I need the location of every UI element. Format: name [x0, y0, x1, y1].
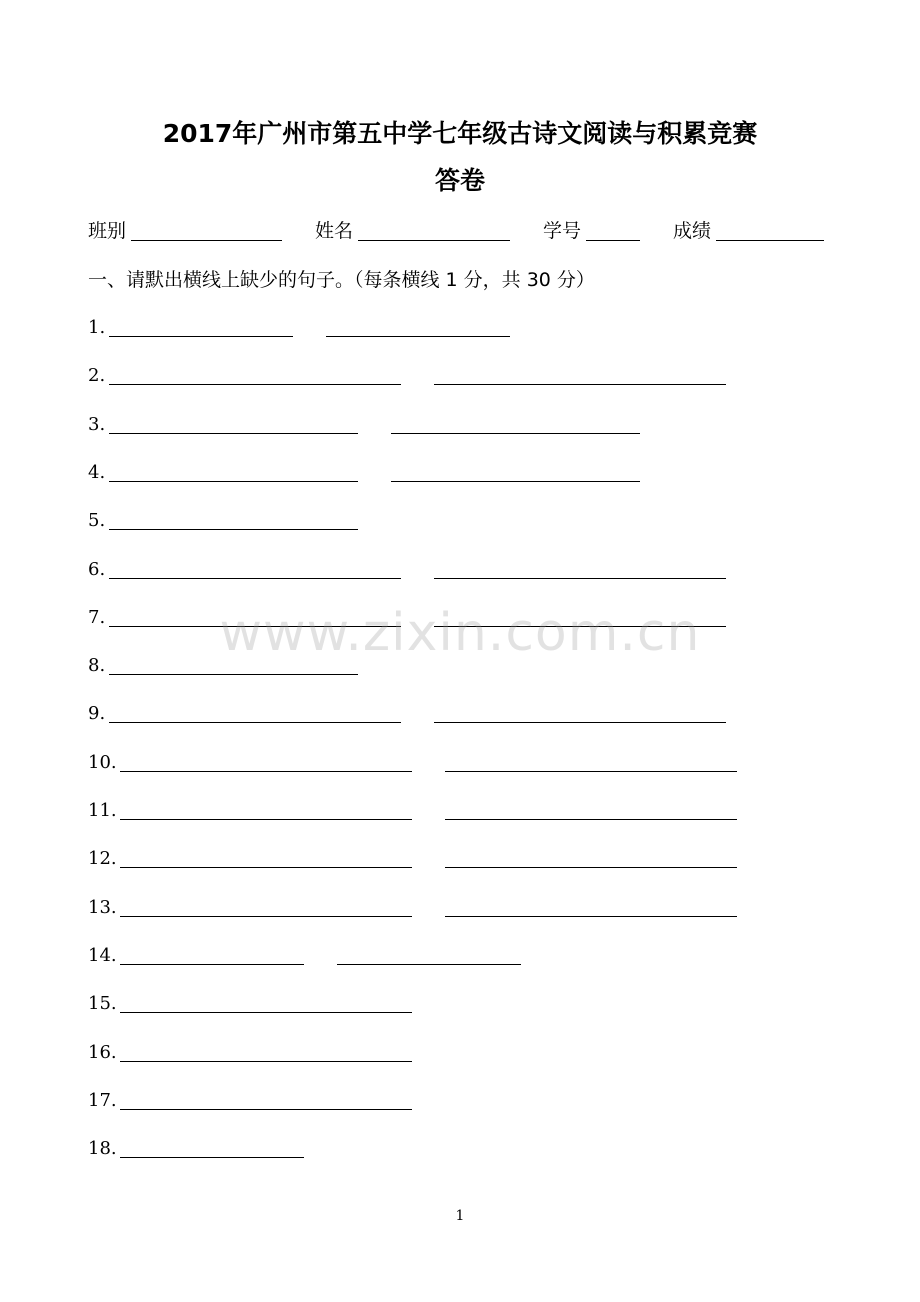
question-number: 2.	[88, 365, 106, 386]
answer-blank[interactable]	[120, 916, 412, 917]
document-title: 2017年广州市第五中学七年级古诗文阅读与积累竞赛	[162, 119, 758, 148]
answer-blank[interactable]	[445, 916, 737, 917]
question-row	[88, 989, 828, 1019]
answer-blank[interactable]	[445, 867, 737, 868]
question-row	[88, 844, 828, 874]
document-subtitle: 答卷	[434, 166, 485, 195]
question-number: 12.	[88, 848, 117, 869]
question-row	[88, 893, 828, 923]
question-number: 14.	[88, 945, 117, 966]
question-number: 10.	[88, 752, 117, 773]
student-id-field[interactable]	[586, 240, 640, 241]
answer-blank[interactable]	[445, 771, 737, 772]
answer-blank[interactable]	[120, 819, 412, 820]
page-number: 1	[455, 1208, 465, 1224]
answer-blank[interactable]	[434, 626, 726, 627]
question-row	[88, 1086, 828, 1116]
class-field[interactable]	[131, 240, 282, 241]
answer-blank[interactable]	[109, 578, 401, 579]
score-field[interactable]	[716, 240, 824, 241]
question-row	[88, 603, 828, 633]
answer-blank[interactable]	[391, 481, 640, 482]
answer-blank[interactable]	[120, 867, 412, 868]
question-number: 15.	[88, 993, 117, 1014]
answer-blank[interactable]	[445, 819, 737, 820]
answer-blank[interactable]	[337, 964, 521, 965]
question-number: 5.	[88, 510, 106, 531]
question-row	[88, 555, 828, 585]
answer-blank[interactable]	[109, 529, 358, 530]
question-number: 4.	[88, 462, 106, 483]
question-number: 17.	[88, 1090, 117, 1111]
question-row	[88, 506, 828, 536]
question-row	[88, 1134, 828, 1164]
question-number: 3.	[88, 414, 106, 435]
question-row	[88, 458, 828, 488]
class-label: 班别	[88, 220, 127, 242]
student-info-row	[0, 216, 920, 246]
answer-blank[interactable]	[109, 626, 401, 627]
question-number: 6.	[88, 559, 106, 580]
answer-blank[interactable]	[391, 433, 640, 434]
answer-blank[interactable]	[434, 578, 726, 579]
question-row	[88, 796, 828, 826]
question-row	[88, 748, 828, 778]
question-row	[88, 313, 828, 343]
answer-blank[interactable]	[109, 674, 358, 675]
answer-blank[interactable]	[434, 722, 726, 723]
answer-blank[interactable]	[120, 771, 412, 772]
question-number: 16.	[88, 1042, 117, 1063]
name-field[interactable]	[358, 240, 510, 241]
question-number: 11.	[88, 800, 117, 821]
question-row	[88, 699, 828, 729]
question-number: 8.	[88, 655, 106, 676]
section-heading: 一、请默出横线上缺少的句子。（每条横线 1 分，共 30 分）	[88, 269, 595, 291]
question-number: 7.	[88, 607, 106, 628]
question-row	[88, 361, 828, 391]
answer-blank[interactable]	[109, 481, 358, 482]
answer-blank[interactable]	[120, 1157, 304, 1158]
score-label: 成绩	[673, 220, 712, 242]
question-number: 13.	[88, 897, 117, 918]
answer-blank[interactable]	[109, 433, 358, 434]
answer-blank[interactable]	[120, 1012, 412, 1013]
question-number: 9.	[88, 703, 106, 724]
answer-blank[interactable]	[109, 384, 401, 385]
question-row	[88, 651, 828, 681]
question-row	[88, 1038, 828, 1068]
answer-blank[interactable]	[120, 1109, 412, 1110]
name-label: 姓名	[315, 220, 354, 242]
answer-blank[interactable]	[326, 336, 510, 337]
answer-blank[interactable]	[120, 1061, 412, 1062]
question-number: 18.	[88, 1138, 117, 1159]
question-row	[88, 410, 828, 440]
answer-blank[interactable]	[434, 384, 726, 385]
question-number: 1.	[88, 317, 106, 338]
answer-blank[interactable]	[109, 336, 293, 337]
question-row	[88, 941, 828, 971]
answer-blank[interactable]	[120, 964, 304, 965]
watermark: www.zixin.com.cn	[219, 603, 701, 663]
student-id-label: 学号	[543, 220, 582, 242]
answer-blank[interactable]	[109, 722, 401, 723]
